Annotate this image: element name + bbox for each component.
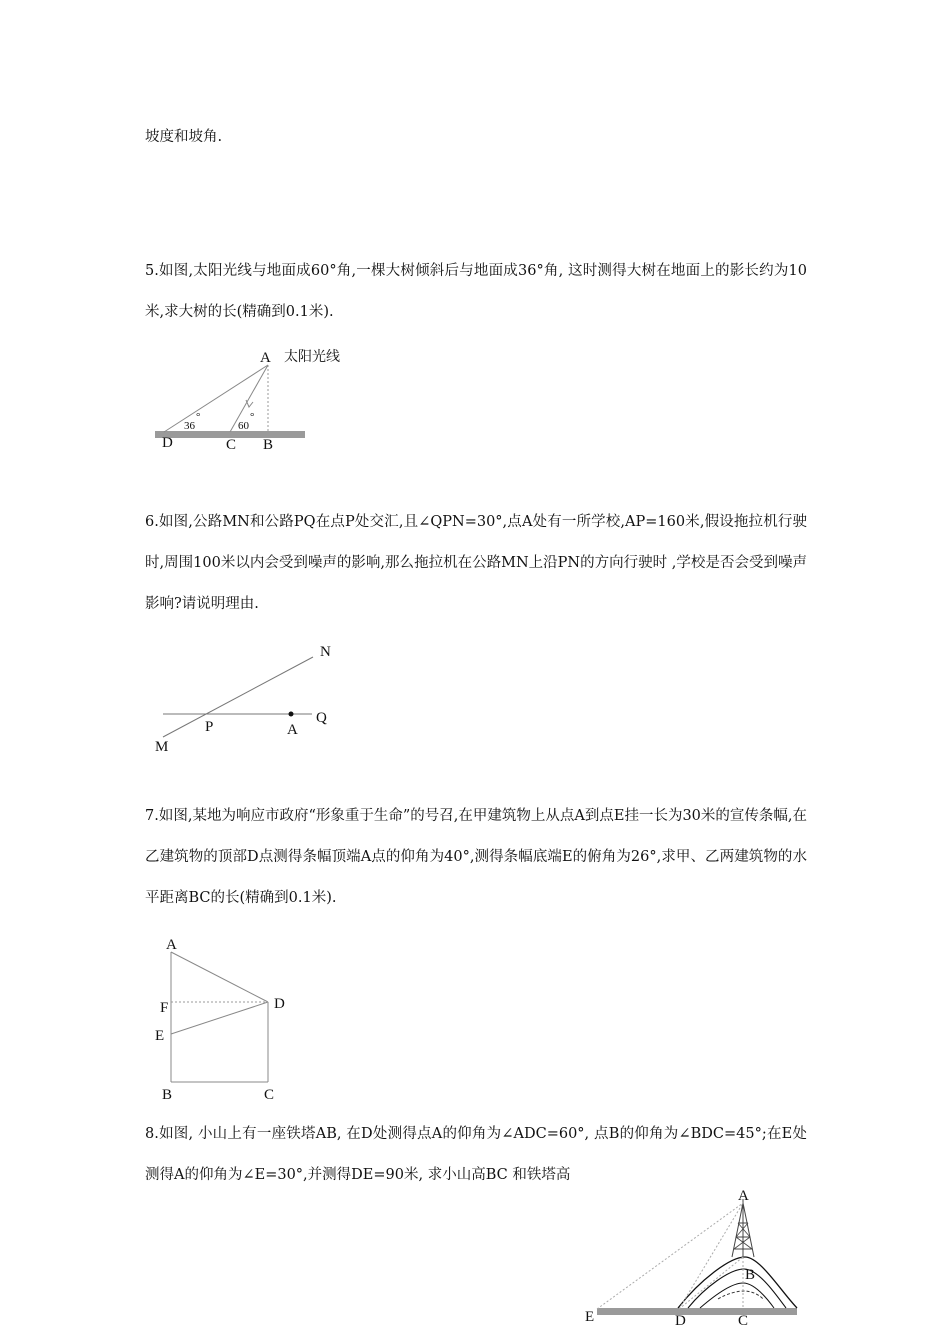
problem-7 (145, 796, 807, 919)
label-C: C (226, 437, 237, 453)
label-B: B (745, 1267, 756, 1283)
sight-line-DA (679, 1203, 743, 1309)
problem-8 (145, 1114, 807, 1196)
sight-line-DB (679, 1257, 743, 1309)
school-point (289, 712, 294, 717)
tower-icon (732, 1199, 754, 1257)
label-P: P (205, 719, 214, 735)
label-N: N (320, 644, 331, 660)
label-C: C (264, 1087, 275, 1103)
label-Q: Q (316, 710, 327, 726)
problem-8-number: 8. (145, 1126, 159, 1142)
intro-line: 坡度和坡角. (145, 129, 223, 145)
label-F: F (160, 1000, 169, 1016)
figure-6 (150, 638, 340, 758)
mountain-contour (700, 1283, 774, 1308)
tree-line (230, 365, 268, 432)
angle-60-label: 60 (238, 420, 249, 432)
figure-7 (150, 932, 295, 1107)
label-D: D (274, 996, 285, 1012)
label-E: E (585, 1309, 595, 1325)
label-A: A (260, 350, 271, 366)
degree-mark: ° (250, 411, 255, 423)
label-A: A (287, 722, 298, 738)
sun-ray-label: 太阳光线 (284, 349, 340, 365)
label-E: E (155, 1028, 165, 1044)
label-D: D (162, 435, 173, 451)
label-M: M (155, 739, 169, 755)
sight-line-EA (597, 1203, 743, 1309)
label-D: D (675, 1313, 686, 1329)
problem-7-number: 7. (145, 808, 159, 824)
problem-6-number: 6. (145, 514, 159, 530)
problem-6-text: 如图,公路MN和公路PQ在点P处交汇,且∠QPN=30°,点A处有一所学校,AP=160米,假设拖拉机行驶时,周围100米以内会受到噪声的影响,那么拖拉机在公路MN上沿PN的方向行驶时 ,学校是否会受到噪声影响?请说明理由. (145, 514, 807, 612)
label-A: A (166, 937, 177, 953)
figure-8 (580, 1185, 805, 1340)
label-B: B (162, 1087, 173, 1103)
problem-5-text: 如图,太阳光线与地面成60°角,一棵大树倾斜后与地面成36°角, 这时测得大树在地面上的影长约为10米,求大树的长(精确到0.1米). (145, 263, 807, 320)
mountain-outline (678, 1257, 797, 1308)
problem-5 (145, 251, 807, 333)
label-C: C (738, 1313, 749, 1329)
label-A: A (738, 1188, 749, 1204)
angle-36-label: 36 (184, 420, 195, 432)
problem-5-number: 5. (145, 263, 159, 279)
mountain-contour (718, 1291, 764, 1300)
problem-8-text: 如图, 小山上有一座铁塔AB, 在D处测得点A的仰角为∠ADC=60°, 点B的仰角为∠BDC=45°;在E处测得A的仰角为∠E=30°,并测得DE=90米, 求小山高BC 和铁塔高 (145, 1126, 807, 1183)
ground-bar (597, 1308, 797, 1315)
figure-5 (150, 340, 360, 455)
problem-6 (145, 502, 807, 625)
problem-7-text: 如图,某地为响应市政府“形象重于生命”的号召,在甲建筑物上从点A到点E挂一长为30米的宣传条幅,在乙建筑物的顶部D点测得条幅顶端A点的仰角为40°,测得条幅底端E的俯角为26°,求甲、乙两建筑物的水平距离BC的长(精确到0.1米). (145, 808, 807, 906)
label-B: B (263, 437, 274, 453)
degree-mark: ° (196, 411, 201, 423)
line-AD (171, 952, 268, 1002)
mountain-contour (688, 1269, 786, 1308)
line-ED (171, 1002, 268, 1034)
